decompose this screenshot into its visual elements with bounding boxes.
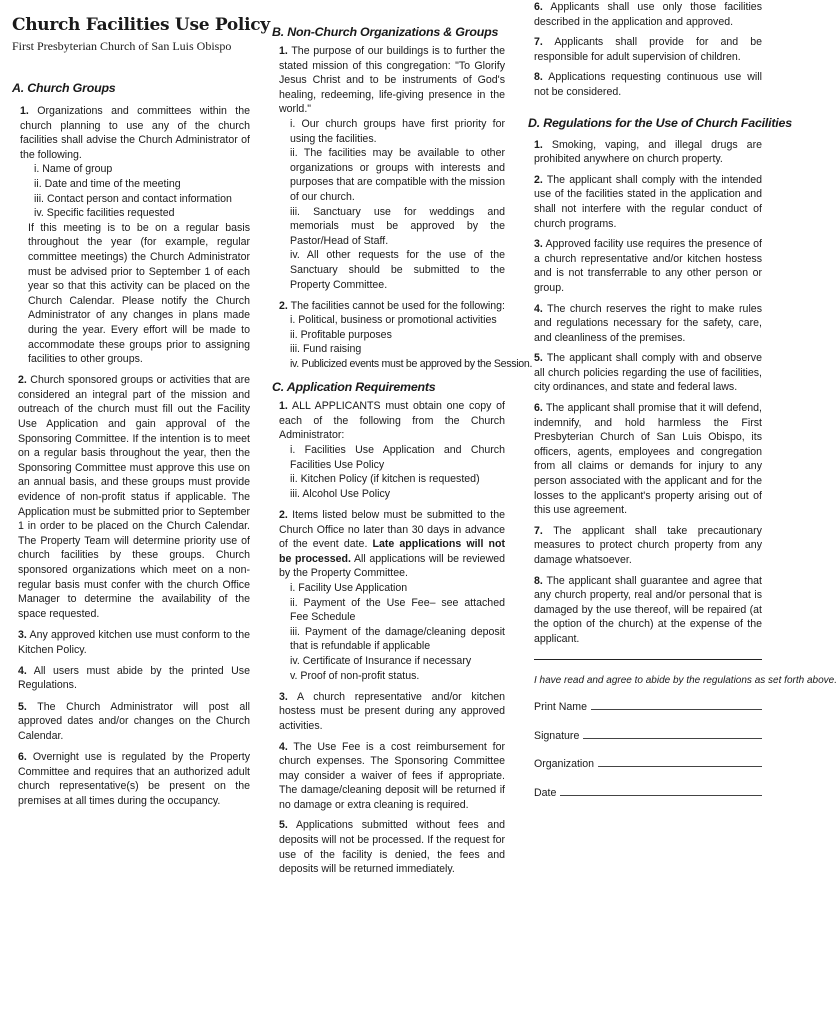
item-text: Smoking, vaping, and illegal drugs are prohibited anywhere on church property. — [534, 138, 762, 166]
item-text: All applications will be reviewed by the Property Committee. — [279, 552, 506, 580]
sublist-item: i. Political, business or promotional activities — [290, 314, 497, 327]
item-text: All users must abide by the printed Use Regulations. — [18, 664, 250, 692]
column-1 — [12, 0, 270, 1024]
item-text: The applicant shall comply with the intended use of the facilities stated in the application and shall not interfere with the regular conduct of church programs. — [534, 173, 762, 230]
document-title: Church Facilities Use Policy — [12, 15, 270, 35]
signature-divider — [534, 659, 762, 660]
section-d-item-1 — [534, 138, 762, 167]
column-2 — [272, 0, 533, 1024]
item-number: 4. — [18, 664, 27, 677]
item-text: The applicant shall promise that it will defend, indemnify, and hold harmless the First Presbyterian Church of San Luis Obispo, its officers, agents, employees and congregation from all claims or demands for injury to any person associated with the applicant and for the losses to the applicant's property arising out of this use agreement. — [534, 402, 762, 517]
item-text: The applicant shall guarantee and agree that any church property, real and/or personal that is damaged by the use thereof, will be repaired (at the option of the church) at the expense of the applicant. — [534, 574, 762, 645]
field-label: Signature — [534, 729, 580, 742]
section-c-item-1 — [279, 399, 505, 501]
sublist-item: v. Proof of non-profit status. — [290, 669, 420, 682]
sublist-item: i. Facility Use Application — [290, 581, 408, 594]
item-text: Organizations and committees within the church planning to use any of the church facilities shall advise the Church Administrator of the following. — [20, 105, 250, 161]
organization-field[interactable] — [534, 756, 762, 772]
section-c-item-4 — [279, 740, 505, 813]
item-number: 5. — [18, 700, 27, 713]
item-number: 6. — [18, 750, 27, 763]
sublist-item: ii. Date and time of the meeting — [34, 177, 181, 190]
item-number: 4. — [279, 740, 288, 753]
item-number: 8. — [534, 574, 543, 587]
section-a-heading: A. Church Groups — [12, 81, 116, 95]
sublist-item: iii. Payment of the damage/cleaning deposit that is refundable if applicable — [290, 625, 505, 653]
section-d-item-5 — [534, 351, 762, 395]
item-text: The Church Administrator will post all approved dates and/or changes on the Church Calendar. — [18, 700, 250, 742]
item-number: 6. — [534, 402, 543, 415]
item-number: 5. — [534, 352, 543, 365]
sublist-item: iii. Alcohol Use Policy — [290, 487, 391, 500]
sublist-item: ii. The facilities may be available to other organizations or groups with interests and purposes that are compatible with the mission of our church. — [290, 147, 505, 203]
column-3 — [528, 0, 837, 1024]
item-text: Church sponsored groups or activities that are considered an integral part of the mission and outreach of the church must fill out the Facility Use Application and gain approval of the Sponsoring Committee. If the intention is to meet on a regular basis throughout the year, then the Sponsoring Committee must approve this use on an annual basis, and these groups must provide evidence of non-profit status if applicable. The Application must be submitted prior to September 1 in order to be placed on the Church Calendar. The Property Team will determine priority use of church facilities by these groups. Church sponsored organizations which meet on a non-regular basis must confer with the church Office Manager to determine the availability of the space requested. — [18, 374, 251, 620]
sublist-item: ii. Kitchen Policy (if kitchen is requested) — [290, 473, 480, 486]
section-a-item-1 — [18, 104, 250, 367]
item-number: 7. — [534, 36, 543, 49]
sublist-item: i. Facilities Use Application and Church Facilities Use Policy — [290, 444, 505, 471]
item-text: Applications submitted without fees and deposits will not be processed. If the request for use of the facility is denied, the fees and deposits will be returned immediately. — [279, 819, 506, 876]
late-notice: Late applications will not be processed. — [279, 538, 505, 565]
sublist-item: iv. Specific facilities requested — [34, 207, 175, 220]
item-text: Applications requesting continuous use will not be considered. — [534, 71, 762, 98]
section-a-item-6 — [18, 750, 250, 808]
item-text: The church reserves the right to make rules and regulations necessary for the safety, care, and cleanliness of the premises. — [534, 302, 762, 344]
sublist — [20, 162, 250, 220]
sublist-item: iv. All other requests for the use of the Sanctuary should be submitted to the Property Committee. — [290, 249, 505, 291]
item-text: The facilities cannot be used for the following: — [290, 299, 505, 312]
field-label: Organization — [534, 758, 595, 771]
item-number: 2. — [279, 299, 288, 312]
sublist-item: iii. Contact person and contact information — [34, 192, 232, 205]
item-text: Overnight use is regulated by the Property Committee and requires that an authorized adult church representative(s) be present on the premises at all times during the occupancy. — [18, 750, 250, 807]
item-text: The Use Fee is a cost reimbursement for church expenses. The Sponsoring Committee may consider a waiver of fees if appropriate. The damage/cleaning deposit will be returned if no damage or extra cleaning is required. — [279, 740, 505, 811]
field-line[interactable] — [591, 699, 762, 710]
sublist — [279, 443, 505, 501]
field-line[interactable] — [598, 756, 762, 767]
section-b-item-1 — [279, 44, 505, 292]
item-number: 5. — [279, 819, 288, 832]
section-d-item-7 — [534, 524, 762, 568]
item-text: The purpose of our buildings is to further the stated mission of this congregation: "To Glorify Jesus Christ and to be instruments of God's healing, redeeming, life-giving presence in the world." — [279, 45, 505, 116]
sublist-item: iii. Fund raising — [290, 343, 362, 356]
item-number: 6. — [534, 1, 543, 13]
section-c-item-7 — [534, 35, 762, 64]
section-d-item-3 — [534, 237, 762, 295]
field-line[interactable] — [583, 728, 762, 739]
section-a-item-4 — [18, 664, 250, 693]
item-text: Applicants shall provide for and be responsible for adult supervision of children. — [534, 36, 762, 63]
sublist-item: ii. Profitable purposes — [290, 328, 392, 341]
sublist — [279, 117, 505, 292]
section-a-item-3 — [18, 628, 250, 657]
date-field[interactable] — [534, 785, 762, 801]
sublist-item: iv. Certificate of Insurance if necessary — [290, 654, 472, 667]
sublist — [279, 313, 533, 371]
item-number: 3. — [534, 238, 543, 251]
section-c-item-6 — [534, 0, 762, 29]
item-number: 1. — [534, 138, 543, 151]
section-c-item-5 — [279, 818, 505, 876]
sublist-item: i. Our church groups have first priority for using the facilities. — [290, 117, 505, 145]
item-text: Items listed below must be submitted to the Church Office no later than 30 days in advance of the event date. — [279, 509, 505, 551]
item-number: 2. — [18, 374, 27, 387]
item-number: 1. — [279, 400, 288, 413]
section-d-item-2 — [534, 173, 762, 231]
sublist — [279, 581, 505, 683]
section-d-item-8 — [534, 574, 762, 647]
item-number: 1. — [279, 45, 288, 57]
item-number: 3. — [279, 690, 288, 703]
signature-field[interactable] — [534, 728, 762, 744]
item-number: 2. — [279, 509, 288, 521]
section-a-item-5 — [18, 700, 250, 744]
section-c-item-2 — [279, 508, 505, 683]
item-text: Approved facility use requires the presence of a church representative and/or kitchen hostess and is not transferrable to any other person or group. — [534, 238, 762, 294]
item-number: 8. — [534, 71, 543, 84]
item-text: ALL APPLICANTS must obtain one copy of each of the following from the Church Administrator: — [279, 400, 505, 442]
section-c-heading: C. Application Requirements — [272, 380, 436, 395]
item-number: 3. — [18, 628, 27, 641]
sublist-item: iv. Publicized events must be approved by the Session. — [290, 358, 533, 371]
item-text: Any approved kitchen use must conform to the Kitchen Policy. — [18, 628, 251, 656]
field-label: Date — [534, 786, 557, 799]
item-number: 1. — [20, 105, 29, 117]
sublist-item: iii. Sanctuary use for weddings and memorials must be approved by the Pastor/Head of Staff. — [290, 205, 505, 247]
section-b-heading: B. Non-Church Organizations & Groups — [272, 25, 499, 39]
item-continuation: If this meeting is to be on a regular basis throughout the year (for example, regular committee meetings) the Church Administrator must be advised prior to September 1 of each year so that this activity can be placed on the Church Calendar. Please notify the Church Administrator of any changes in plans made during the year. Every effort will be made to accommodate these groups prior to assigning facilities to other groups. — [28, 221, 250, 366]
item-text: A church representative and/or kitchen hostess must be present during any approved activities. — [279, 690, 506, 732]
item-text: The applicant shall comply with and observe all church policies regarding the use of facilities, city ordinances, and state and federal laws. — [534, 352, 762, 394]
item-text: Applicants shall use only those facilities described in the application and approved. — [534, 1, 762, 28]
section-c-item-3 — [279, 690, 505, 734]
print-name-field[interactable] — [534, 699, 762, 715]
field-line[interactable] — [560, 785, 762, 796]
item-text: The applicant shall take precautionary measures to protect church property from any damage whatsoever. — [534, 524, 762, 566]
section-d-item-4 — [534, 302, 762, 346]
section-a-item-2 — [18, 373, 250, 621]
sublist-item: ii. Payment of the Use Fee– see attached Fee Schedule — [290, 596, 505, 624]
document-subtitle: First Presbyterian Church of San Luis Obispo — [12, 39, 232, 53]
item-number: 2. — [534, 173, 543, 186]
section-d-item-6 — [534, 401, 762, 518]
item-number: 7. — [534, 524, 543, 537]
field-label: Print Name — [534, 701, 587, 714]
section-b-item-2 — [279, 299, 533, 372]
section-c-item-8 — [534, 70, 762, 99]
item-number: 4. — [534, 302, 543, 315]
sublist-item: i. Name of group — [34, 163, 113, 176]
agreement-statement: I have read and agree to abide by the regulations as set forth above. — [534, 674, 837, 686]
section-d-heading: D. Regulations for the Use of Church Facilities — [528, 115, 792, 130]
